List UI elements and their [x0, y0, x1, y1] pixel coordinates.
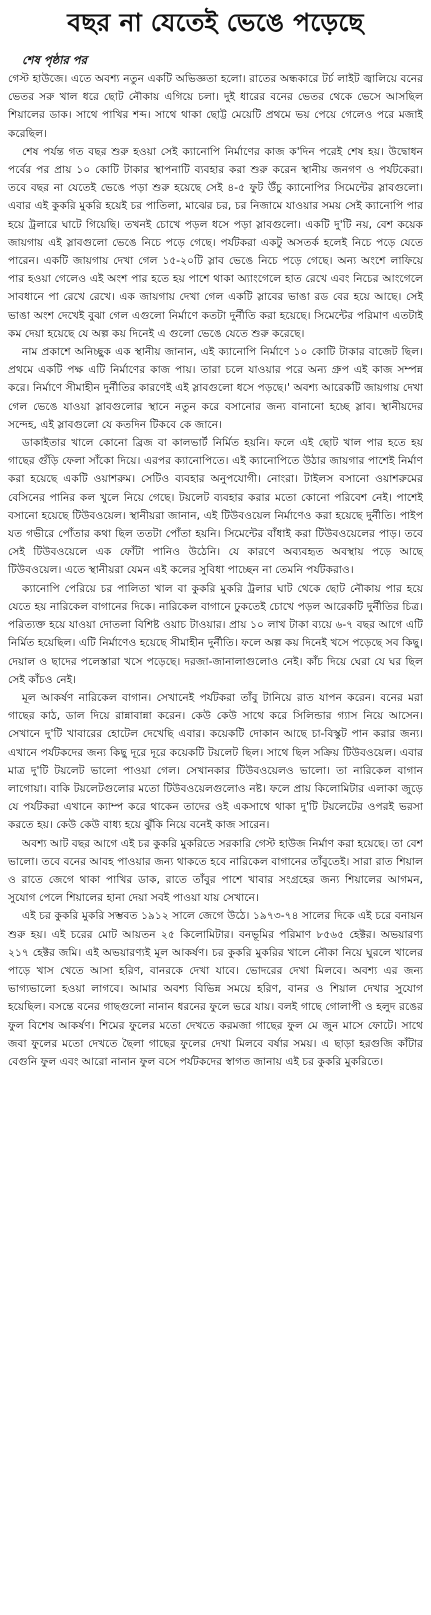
- article-paragraph: নাম প্রকাশে অনিচ্ছুক এক স্থানীয় জানান, এই ক্যানোপি নির্মাণে ১০ কোটি টাকার বাজেট ছিল। প্রথমে একটি পক্ষ এটি নির্মাণের কাজ পায়। তারা চলে যাওয়ার পরে অন্য গ্রুপ এই কাজ সম্পন্ন করে। নির্মাণে সীমাহীন দুর্নীতির কারণেই এই স্লাবগুলো ধসে পড়ছে।' অবশ্য আরেকটি জায়গায় দেখা গেল ভেঙে যাওয়া স্লাবগুলোর স্থানে নতুন করে বসানোর জন্য বানানো হচ্ছে স্লাব। স্থানীয়দের সন্দেহ, এই স্লাবগুলো যে কতদিন টিকবে কে জানে।: [8, 345, 423, 431]
- article-paragraph: ক্যানোপি পেরিয়ে চর পালিতা খাল বা কুকরি মুকরি ট্রলার ঘাট থেকে ছোট নৌকায় পার হয়ে যেতে হয় নারিকেল বাগানের দিকে। নারিকেল বাগানে ঢুকতেই চোখে পড়ল আরেকটি দুর্নীতির চিত্র। পরিত্যক্ত হয়ে যাওয়া দোতলা বিশিষ্ট ওয়াচ টাওয়ার। প্রায় ১০ লাখ টাকা ব্যয়ে ৬-৭ বছর আগে এটি নির্মিত হয়েছিল। এটি নির্মাণেও হয়েছে সীমাহীন দুর্নীতি। ফলে অল্প কয় দিনেই খসে পড়েছে সব কিছু। দেয়াল ও ছাদের পলেস্তারা খসে পড়েছে। দরজা-জানালাগুলোও নেই। কাঁচ দিয়ে ঘেরা যে ঘর ছিল সেই কাঁচও নেই।: [8, 581, 423, 686]
- article-paragraph: গেস্ট হাউজে। এতে অবশ্য নতুন একটি অভিজ্ঞতা হলো। রাতের অন্ধকারে টর্চ লাইট জ্বালিয়ে বনের ভেতর সরু খাল ধরে ছোট নৌকায় এগিয়ে চলা। দুই ধারের বনের ভেতর থেকে ভেসে আসছিল শিয়ালের ডাক। সাথে পাখির শব্দ। সাথে থাকা ছোট্ট মেয়েটি প্রথমে ভয় পেয়ে গেলেও পরে মজাই করেছিল।: [8, 72, 423, 140]
- headline: বছর না যেতেই ভেঙে পড়েছে: [67, 8, 364, 37]
- article-paragraph: এই চর কুকরি মুকরি সম্ভবত ১৯১২ সালে জেগে উঠে। ১৯৭৩-৭৪ সালের দিকে এই চরে বনায়ন শুরু হয়। এই চরের মোট আয়তন ২৫ কিলোমিটার। বনভূমির পরিমাণ ৮৫৬৫ হেক্টর। অভয়ারণ্য ২১৭ হেক্টর জমি। এই অভয়ারণ্যই মূল আকর্ষণ। চর কুকরি মুকরির খালে নৌকা নিয়ে ঘুরলে খালের পাড়ে খাস খেতে আসা হরিণ, বানরকে দেখা যাবে। ভোদরের দেখা মিলবে। অবশ্য এর জন্য ভাগ্যভালো হওয়া লাগবে। আমার অবশ্য বিভিন্ন সময়ে হরিণ, বানর ও শিয়াল দেখার সুযোগ হয়েছিল। বসন্তে বনের গাছগুলো নানান ধরনের ফুলে ভরে যায়। বলই গাছে গোলাপী ও হলুদ রঙের ফুল বিশেষ আকর্ষণ। শিমের ফুলের মতো দেখতে করমজা গাছের ফুল মে জুন মাসে ফোটে। সাথে জবা ফুলের মতো দেখতে ছৈলা গাছের ফুলের দেখা মিলবে বর্ষার সময়। এ ছাড়া হরগুজি কাঁটার বেগুনি ফুল এবং আরো নানান ফুল বসে পর্যটকদের স্বাগত জানায় এই চর কুকরি মুকরিতে।: [8, 909, 423, 1068]
- article-paragraph: মূল আকর্ষণ নারিকেল বাগান। সেখানেই পর্যটকরা তাঁবু টানিয়ে রাত যাপন করেন। বনের মরা গাছের কাঠ, ডাল দিয়ে রান্নাবান্না করেন। কেউ কেউ সাথে করে সিলিন্ডার গ্যাস নিয়ে আসেন। সেখানে দু'টি খাবারের হোটেল দেখেছি এবার। কয়েকটি দোকান আছে চা-বিস্কুট পান করার জন্য। এখানে পর্যটকদের জন্য কিছু দূরে দূরে কয়েকটি টয়লেট ছিল। সাথে ছিল সক্রিয় টিউবওয়েল। এবার মাত্র দু'টি টয়লেট ভালো পাওয়া গেল। সেখানকার টিউবওয়েলও ভালো। তা নারিকেল বাগান লাগোয়া। বাকি টয়লেটগুলোর মতো টিউবওয়েলগুলোও নষ্ট। ফলে প্রায় কিলোমিটার এলাকা জুড়ে যে পর্যটকরা এখানে ক্যাম্প করে থাকেন তাদের ওই একসাথে থাকা দু'টি টয়লেটের ওপরই ভরসা করতে হয়। কেউ কেউ বাধ্য হয়ে ঝুঁকি নিয়ে বনেই কাজ সারেন।: [8, 690, 423, 832]
- continuation-label: শেষ পৃষ্ঠার পর: [22, 53, 87, 67]
- article-paragraph: ডাকাইতার খালে কোনো ব্রিজ বা কালভার্ট নির্মিত হয়নি। ফলে এই ছোট খাল পার হতে হয় গাছের গুঁড়ি ফেলা সাঁকো দিয়ে। এরপর ক্যানোপিতে। এই ক্যানোপিতে উঠার জায়গার পাশেই নির্মাণ করা হয়েছে একটি ওয়াশরুম। সেটিও ব্যবহার অনুপযোগী। নোংরা। টাইলস বসানো ওয়াশরুমের বেসিনের পানির কল খুলে নিয়ে গেছে। টয়লেট ব্যবহার করার মতো কোনো পরিবেশ নেই। পাশেই বসানো হয়েছে টিউবওয়েল। স্থানীয়রা জানান, এই টিউবওয়েল নির্মাণেও করা হয়েছে দুর্নীতি। পাইপ যত গভীরে পোঁতার কথা ছিল ততটা পোঁতা হয়নি। সিমেন্টের বাঁধাই করা টিউবওয়েলের পাড়। তবে সেই টিউবওয়েলে এক ফোঁটা পানিও উঠেনি। যে কারণে অব্যবহৃত অবস্থায় পড়ে আছে টিউবওয়েল। এতে স্থানীয়রা যেমন এই কলের সুবিধা পাচ্ছেন না তেমনি পর্যটকরাও।: [8, 436, 423, 577]
- article-paragraph: অবশ্য আট বছর আগে এই চর কুকরি মুকরিতে সরকারি গেস্ট হাউজ নির্মাণ করা হয়েছে। তা বেশ ভালো। তবে বনের আবহ পাওয়ার জন্য থাকতে হবে নারিকেল বাগানের তাঁবুতেই। সারা রাত শিয়াল ও রাতে জেগে থাকা পাখির ডাক, রাতে তাঁবুর পাশে খাবার সংগ্রহের জন্য শিয়ালের আগমন, সুযোগ পেলে শিয়ালের হানা দেয়া সবই পাওয়া যায় সেখানে।: [8, 836, 423, 905]
- article-body: [8, 70, 423, 1071]
- article-paragraph: শেষ পর্যন্ত গত বছর শুরু হওয়া সেই ক্যানোপি নির্মাণের কাজ ক'দিন পরেই শেষ হয়। উদ্বোধন পর্বের পর প্রায় ১০ কোটি টাকার স্থাপনাটি ব্যবহার করা শুরু করেন স্থানীয় জনগণ ও পর্যটকেরা। তবে বছর না যেতেই ভেঙে পড়া শুরু হয়েছে সেই ৪-৫ ফুট উঁচু ক্যানোপির সিমেন্টের স্লাবগুলো। এবার এই কুকরি মুকরি হয়েই চর পাতিলা, মাঝের চর, চর নিজামে যাওয়ার সময় সেই ক্যানোপি পার হয়ে ট্রলারে ঘাটে গিয়েছি। তখনই চোখে পড়ল ধসে পড়া স্লাবগুলো। একটি দু'টি নয়, বেশ কয়েক জায়গায় এই স্লাবগুলো ভেঙে নিচে পড়ে গেছে। পর্যটকরা একটু অসতর্ক হলেই নিচে পড়ে যেতে পারেন। একটি জায়গায় দেখা গেল ১৫-২০টি স্লাব ভেঙে নিচে পড়ে গেছে। অন্য অংশে লাফিয়ে পার হওয়া গেলেও এই অংশ পার হতে হয় পাশে থাকা অ্যাংগেলে হাত রেখে এবং নিচের আংগেলে সাবধানে পা রেখে রেখে। এক জায়গায় দেখা গেল একটি স্লাবের ভাঙা রড বের হয়ে আছে। সেই ভাঙা অংশ দেখেই বুঝা গেল এগুলো নির্মাণে কতটা দুর্নীতি করা হয়েছে। সিমেন্টের পরিমাণ এতটাই কম দেয়া হয়েছে যে অল্প কয় দিনেই এ গুলো ভেঙে যেতে শুরু করেছে।: [8, 144, 423, 340]
